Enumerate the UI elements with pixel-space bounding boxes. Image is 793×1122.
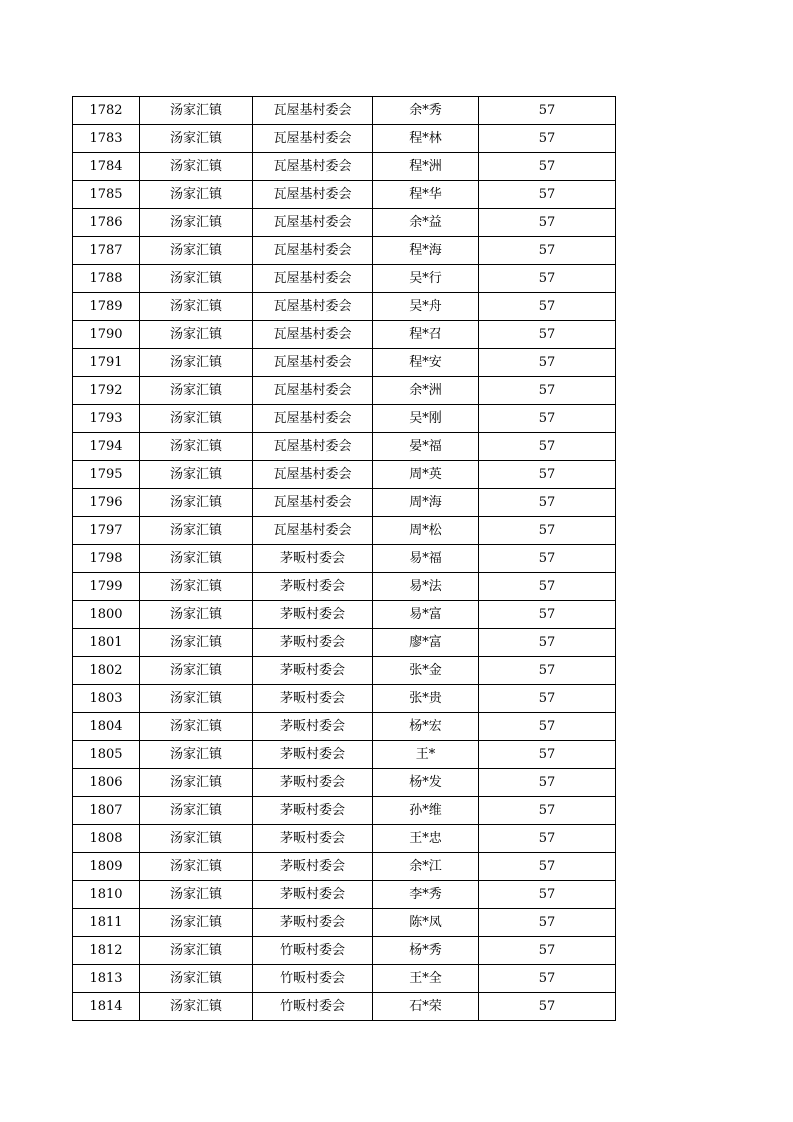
- town-cell: 汤家汇镇: [140, 657, 253, 685]
- village-cell: 瓦屋基村委会: [253, 349, 373, 377]
- village-cell: 瓦屋基村委会: [253, 405, 373, 433]
- town-cell: 汤家汇镇: [140, 125, 253, 153]
- row-number-cell: 1806: [73, 769, 140, 797]
- person-name-cell: 周*松: [373, 517, 479, 545]
- table-row: [73, 209, 616, 237]
- table-row: [73, 937, 616, 965]
- village-cell: 瓦屋基村委会: [253, 125, 373, 153]
- table-row: [73, 685, 616, 713]
- table-row: [73, 153, 616, 181]
- row-number-cell: 1788: [73, 265, 140, 293]
- table-row: [73, 909, 616, 937]
- town-cell: 汤家汇镇: [140, 377, 253, 405]
- row-number-cell: 1786: [73, 209, 140, 237]
- value-cell: 57: [479, 181, 616, 209]
- row-number-cell: 1800: [73, 601, 140, 629]
- value-cell: 57: [479, 853, 616, 881]
- village-cell: 茅畈村委会: [253, 629, 373, 657]
- table-row: [73, 965, 616, 993]
- person-name-cell: 余*江: [373, 853, 479, 881]
- town-cell: 汤家汇镇: [140, 909, 253, 937]
- row-number-cell: 1790: [73, 321, 140, 349]
- town-cell: 汤家汇镇: [140, 545, 253, 573]
- town-cell: 汤家汇镇: [140, 825, 253, 853]
- value-cell: 57: [479, 293, 616, 321]
- town-cell: 汤家汇镇: [140, 601, 253, 629]
- table-row: [73, 741, 616, 769]
- row-number-cell: 1792: [73, 377, 140, 405]
- table-row: [73, 713, 616, 741]
- person-name-cell: 王*全: [373, 965, 479, 993]
- table-row: [73, 517, 616, 545]
- table-body: [73, 97, 616, 1021]
- row-number-cell: 1793: [73, 405, 140, 433]
- town-cell: 汤家汇镇: [140, 769, 253, 797]
- town-cell: 汤家汇镇: [140, 97, 253, 125]
- table-row: [73, 293, 616, 321]
- row-number-cell: 1810: [73, 881, 140, 909]
- town-cell: 汤家汇镇: [140, 965, 253, 993]
- person-name-cell: 周*海: [373, 489, 479, 517]
- value-cell: 57: [479, 601, 616, 629]
- person-name-cell: 王*: [373, 741, 479, 769]
- row-number-cell: 1795: [73, 461, 140, 489]
- value-cell: 57: [479, 377, 616, 405]
- value-cell: 57: [479, 741, 616, 769]
- village-cell: 茅畈村委会: [253, 545, 373, 573]
- town-cell: 汤家汇镇: [140, 517, 253, 545]
- person-name-cell: 易*法: [373, 573, 479, 601]
- village-cell: 茅畈村委会: [253, 769, 373, 797]
- town-cell: 汤家汇镇: [140, 685, 253, 713]
- table-row: [73, 461, 616, 489]
- value-cell: 57: [479, 545, 616, 573]
- town-cell: 汤家汇镇: [140, 573, 253, 601]
- value-cell: 57: [479, 825, 616, 853]
- row-number-cell: 1796: [73, 489, 140, 517]
- town-cell: 汤家汇镇: [140, 461, 253, 489]
- table-row: [73, 769, 616, 797]
- table-row: [73, 349, 616, 377]
- value-cell: 57: [479, 517, 616, 545]
- value-cell: 57: [479, 237, 616, 265]
- value-cell: 57: [479, 713, 616, 741]
- town-cell: 汤家汇镇: [140, 321, 253, 349]
- row-number-cell: 1797: [73, 517, 140, 545]
- person-name-cell: 陈*凤: [373, 909, 479, 937]
- village-cell: 瓦屋基村委会: [253, 97, 373, 125]
- village-cell: 茅畈村委会: [253, 825, 373, 853]
- person-name-cell: 廖*富: [373, 629, 479, 657]
- village-cell: 茅畈村委会: [253, 713, 373, 741]
- table-row: [73, 853, 616, 881]
- village-cell: 瓦屋基村委会: [253, 517, 373, 545]
- village-cell: 茅畈村委会: [253, 797, 373, 825]
- value-cell: 57: [479, 209, 616, 237]
- value-cell: 57: [479, 797, 616, 825]
- row-number-cell: 1787: [73, 237, 140, 265]
- row-number-cell: 1813: [73, 965, 140, 993]
- table-row: [73, 405, 616, 433]
- person-name-cell: 程*召: [373, 321, 479, 349]
- person-name-cell: 程*洲: [373, 153, 479, 181]
- village-cell: 竹畈村委会: [253, 993, 373, 1021]
- row-number-cell: 1794: [73, 433, 140, 461]
- person-name-cell: 易*福: [373, 545, 479, 573]
- village-cell: 瓦屋基村委会: [253, 489, 373, 517]
- person-name-cell: 吴*刚: [373, 405, 479, 433]
- person-name-cell: 孙*维: [373, 797, 479, 825]
- value-cell: 57: [479, 405, 616, 433]
- person-name-cell: 余*秀: [373, 97, 479, 125]
- person-name-cell: 程*海: [373, 237, 479, 265]
- data-table: [72, 96, 616, 1021]
- row-number-cell: 1814: [73, 993, 140, 1021]
- table-row: [73, 237, 616, 265]
- person-name-cell: 张*贵: [373, 685, 479, 713]
- value-cell: 57: [479, 573, 616, 601]
- person-name-cell: 程*华: [373, 181, 479, 209]
- value-cell: 57: [479, 349, 616, 377]
- town-cell: 汤家汇镇: [140, 713, 253, 741]
- village-cell: 茅畈村委会: [253, 685, 373, 713]
- town-cell: 汤家汇镇: [140, 629, 253, 657]
- table-row: [73, 601, 616, 629]
- town-cell: 汤家汇镇: [140, 349, 253, 377]
- town-cell: 汤家汇镇: [140, 993, 253, 1021]
- row-number-cell: 1811: [73, 909, 140, 937]
- value-cell: 57: [479, 881, 616, 909]
- table-row: [73, 321, 616, 349]
- table-row: [73, 181, 616, 209]
- value-cell: 57: [479, 489, 616, 517]
- town-cell: 汤家汇镇: [140, 293, 253, 321]
- table-row: [73, 825, 616, 853]
- person-name-cell: 程*安: [373, 349, 479, 377]
- village-cell: 茅畈村委会: [253, 853, 373, 881]
- row-number-cell: 1784: [73, 153, 140, 181]
- value-cell: 57: [479, 909, 616, 937]
- town-cell: 汤家汇镇: [140, 433, 253, 461]
- value-cell: 57: [479, 461, 616, 489]
- village-cell: 瓦屋基村委会: [253, 237, 373, 265]
- village-cell: 茅畈村委会: [253, 741, 373, 769]
- value-cell: 57: [479, 125, 616, 153]
- value-cell: 57: [479, 685, 616, 713]
- town-cell: 汤家汇镇: [140, 853, 253, 881]
- row-number-cell: 1812: [73, 937, 140, 965]
- person-name-cell: 晏*福: [373, 433, 479, 461]
- row-number-cell: 1807: [73, 797, 140, 825]
- value-cell: 57: [479, 321, 616, 349]
- village-cell: 竹畈村委会: [253, 965, 373, 993]
- town-cell: 汤家汇镇: [140, 265, 253, 293]
- person-name-cell: 杨*秀: [373, 937, 479, 965]
- village-cell: 瓦屋基村委会: [253, 181, 373, 209]
- value-cell: 57: [479, 629, 616, 657]
- person-name-cell: 李*秀: [373, 881, 479, 909]
- table-row: [73, 657, 616, 685]
- table-row: [73, 881, 616, 909]
- person-name-cell: 石*荣: [373, 993, 479, 1021]
- row-number-cell: 1803: [73, 685, 140, 713]
- person-name-cell: 易*富: [373, 601, 479, 629]
- table-row: [73, 573, 616, 601]
- value-cell: 57: [479, 657, 616, 685]
- row-number-cell: 1804: [73, 713, 140, 741]
- village-cell: 茅畈村委会: [253, 909, 373, 937]
- table-row: [73, 489, 616, 517]
- village-cell: 瓦屋基村委会: [253, 461, 373, 489]
- town-cell: 汤家汇镇: [140, 881, 253, 909]
- person-name-cell: 余*益: [373, 209, 479, 237]
- town-cell: 汤家汇镇: [140, 741, 253, 769]
- row-number-cell: 1801: [73, 629, 140, 657]
- person-name-cell: 杨*发: [373, 769, 479, 797]
- village-cell: 瓦屋基村委会: [253, 209, 373, 237]
- row-number-cell: 1802: [73, 657, 140, 685]
- town-cell: 汤家汇镇: [140, 405, 253, 433]
- table-row: [73, 97, 616, 125]
- row-number-cell: 1785: [73, 181, 140, 209]
- person-name-cell: 杨*宏: [373, 713, 479, 741]
- table-row: [73, 377, 616, 405]
- village-cell: 茅畈村委会: [253, 657, 373, 685]
- town-cell: 汤家汇镇: [140, 209, 253, 237]
- row-number-cell: 1783: [73, 125, 140, 153]
- table-row: [73, 629, 616, 657]
- value-cell: 57: [479, 153, 616, 181]
- value-cell: 57: [479, 769, 616, 797]
- village-cell: 瓦屋基村委会: [253, 321, 373, 349]
- village-cell: 茅畈村委会: [253, 573, 373, 601]
- table-row: [73, 993, 616, 1021]
- village-cell: 茅畈村委会: [253, 601, 373, 629]
- village-cell: 瓦屋基村委会: [253, 265, 373, 293]
- town-cell: 汤家汇镇: [140, 937, 253, 965]
- village-cell: 茅畈村委会: [253, 881, 373, 909]
- value-cell: 57: [479, 433, 616, 461]
- village-cell: 瓦屋基村委会: [253, 293, 373, 321]
- value-cell: 57: [479, 993, 616, 1021]
- value-cell: 57: [479, 97, 616, 125]
- value-cell: 57: [479, 965, 616, 993]
- table-row: [73, 545, 616, 573]
- value-cell: 57: [479, 265, 616, 293]
- person-name-cell: 余*洲: [373, 377, 479, 405]
- table-row: [73, 433, 616, 461]
- village-cell: 竹畈村委会: [253, 937, 373, 965]
- person-name-cell: 张*金: [373, 657, 479, 685]
- row-number-cell: 1805: [73, 741, 140, 769]
- person-name-cell: 吴*舟: [373, 293, 479, 321]
- town-cell: 汤家汇镇: [140, 237, 253, 265]
- village-cell: 瓦屋基村委会: [253, 153, 373, 181]
- person-name-cell: 周*英: [373, 461, 479, 489]
- person-name-cell: 程*林: [373, 125, 479, 153]
- row-number-cell: 1799: [73, 573, 140, 601]
- person-name-cell: 吴*行: [373, 265, 479, 293]
- row-number-cell: 1798: [73, 545, 140, 573]
- row-number-cell: 1808: [73, 825, 140, 853]
- row-number-cell: 1809: [73, 853, 140, 881]
- village-cell: 瓦屋基村委会: [253, 433, 373, 461]
- table-row: [73, 797, 616, 825]
- town-cell: 汤家汇镇: [140, 489, 253, 517]
- row-number-cell: 1789: [73, 293, 140, 321]
- village-cell: 瓦屋基村委会: [253, 377, 373, 405]
- row-number-cell: 1782: [73, 97, 140, 125]
- row-number-cell: 1791: [73, 349, 140, 377]
- table-row: [73, 125, 616, 153]
- table-row: [73, 265, 616, 293]
- person-name-cell: 王*忠: [373, 825, 479, 853]
- value-cell: 57: [479, 937, 616, 965]
- town-cell: 汤家汇镇: [140, 153, 253, 181]
- town-cell: 汤家汇镇: [140, 797, 253, 825]
- town-cell: 汤家汇镇: [140, 181, 253, 209]
